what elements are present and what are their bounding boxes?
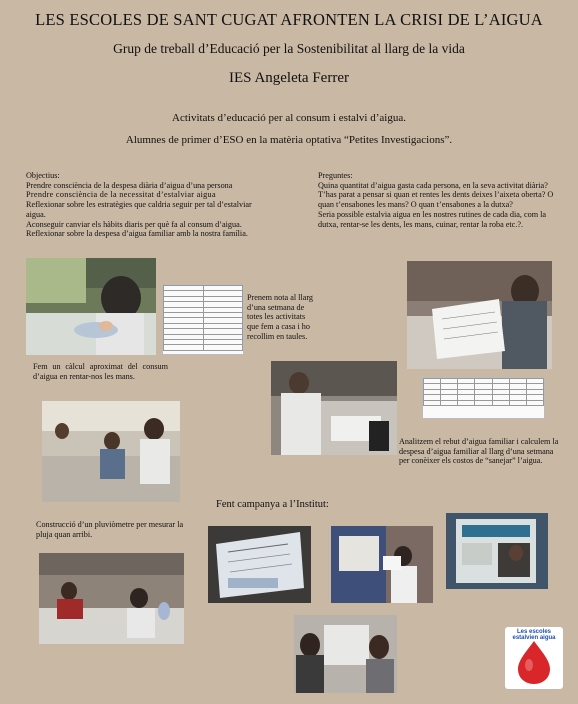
logo-text: Les escoles estalvien aigua	[512, 629, 556, 641]
poster-title: LES ESCOLES DE SANT CUGAT AFRONTEN LA CRISI DE L’AIGUA	[35, 10, 543, 29]
caption-notes: Prenem nota al llarg d’una setmana de totes les activitats que fem a casa i ho recollim en taules.	[247, 293, 314, 341]
objectives-block	[26, 171, 262, 239]
caption-analysis: Analitzem el rebut d’aigua familiar i calculem la despesa d’aigua familiar al llarg d’una setmana per conèixer els costos de “sanejar” l’aigua.	[399, 437, 559, 466]
questions-block	[318, 171, 556, 229]
questions-heading: Preguntes:	[318, 171, 353, 180]
photo-two-girls	[294, 615, 397, 693]
objective-line: Prendre consciència de la despesa diària d’aigua d’una persona	[26, 180, 233, 190]
objective-line: Reflexionar sobre les estratègies que caldria seguir per tal d’estalviar aigua.	[26, 200, 252, 219]
record-sheet-image	[162, 284, 244, 355]
photo-wall-poster	[446, 513, 548, 589]
photo-washing-hands	[26, 258, 156, 355]
intro-line-1: Activitats d’educació per al consum i estalvi d’aigua.	[172, 112, 406, 124]
caption-pluviometer: Construcció d’un pluviòmetre per mesurar la pluja quan arribi.	[36, 520, 184, 539]
question-line: Seria possible estalvia aigua en les nostres rutines de cada dia, com la dutxa, rentar-se les dents, les mans, cuinar, rentar la roba etc.?.	[318, 209, 547, 229]
objective-line: Prendre consciència de la necessitat d’estalviar aigua	[26, 190, 216, 200]
question-line: Quina quantitat d’aigua gasta cada persona, en la seva activitat diària?	[318, 180, 548, 190]
photo-classroom-group	[42, 401, 180, 502]
analysis-table-image	[422, 377, 545, 419]
poster-subtitle: Grup de treball d’Educació per la Sostenibilitat al llarg de la vida	[113, 41, 465, 56]
photo-boy-sink	[271, 361, 397, 455]
photo-computer-screen	[208, 526, 311, 603]
question-line: T’has parat a pensar si quan et rentes les dents deixes l’aixeta oberta? O quan t’ensabones les mans? O quan t’ensabones a la dutxa?	[318, 190, 554, 210]
objective-line: Reflexionar sobre la despesa d’aigua familiar amb la nostra família.	[26, 229, 248, 239]
school-name: IES Angeleta Ferrer	[229, 70, 349, 86]
photo-classroom-tables	[39, 553, 184, 644]
intro-line-2: Alumnes de primer d’ESO en la matèria optativa “Petites Investigacions”.	[125, 134, 453, 146]
photo-girl-poster	[331, 526, 433, 603]
campaign-logo	[505, 627, 563, 689]
objectives-heading: Objectius:	[26, 171, 60, 180]
caption-calc: Fem un càlcul aproximat del consum d’aigua en rentar-nos les mans.	[33, 362, 168, 381]
campaign-heading: Fent campanya a l’Institut:	[216, 499, 329, 510]
objective-line: Aconseguir canviar els hàbits diaris per què fa al consum d’aigua.	[26, 219, 242, 229]
photo-student-writing	[407, 261, 552, 369]
